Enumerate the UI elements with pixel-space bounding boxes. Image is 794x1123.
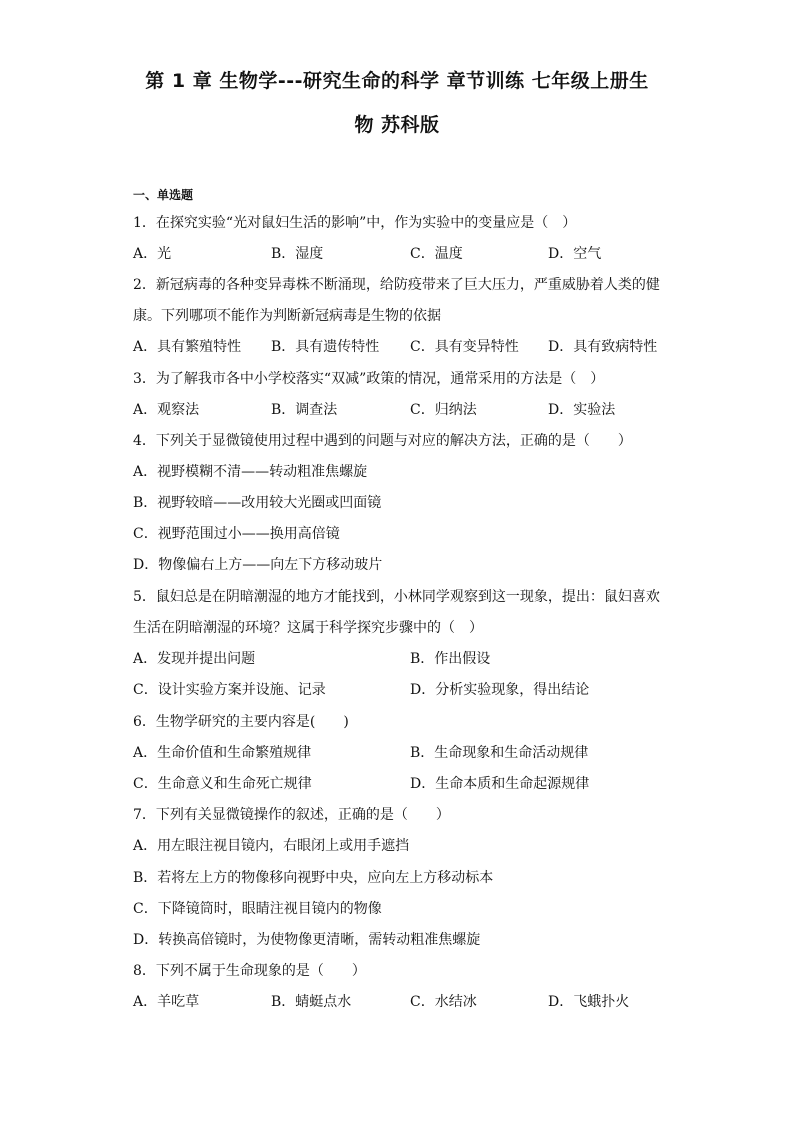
question-1-option-a: A．光: [133, 246, 172, 262]
question-8-option-b: B．蜻蜓点水: [271, 994, 352, 1010]
question-4-option-c: C．视野范围过小——换用高倍镜: [133, 526, 340, 542]
question-7-stem: 7．下列有关显微镜操作的叙述，正确的是（ ）: [133, 807, 450, 823]
question-6-option-d: D．生命本质和生命起源规律: [410, 776, 590, 792]
question-2-option-a: A．具有繁殖特性: [133, 339, 242, 355]
question-8-option-c: C．水结冰: [410, 994, 477, 1010]
question-2-stem-line2: 康。下列哪项不能作为判断新冠病毒是生物的依据: [133, 308, 441, 324]
document-title-line1: 第 1 章 生物学---研究生命的科学 章节训练 七年级上册生: [145, 70, 649, 92]
question-8-option-a: A．羊吃草: [133, 994, 200, 1010]
question-3-option-a: A．观察法: [133, 402, 200, 418]
question-3-option-c: C．归纳法: [410, 402, 477, 418]
question-1-option-b: B．湿度: [271, 246, 324, 262]
question-3-stem: 3．为了解我市各中小学校落实“双减”政策的情况，通常采用的方法是（ ）: [133, 371, 605, 387]
question-1-option-d: D．空气: [548, 246, 602, 262]
question-7-option-d: D．转换高倍镜时，为使物像更清晰，需转动粗准焦螺旋: [133, 932, 481, 948]
question-3-option-d: D．实验法: [548, 402, 616, 418]
question-2-option-d: D．具有致病特性: [548, 339, 658, 355]
question-1-option-c: C．温度: [410, 246, 463, 262]
question-2-stem-line1: 2．新冠病毒的各种变异毒株不断涌现，给防疫带来了巨大压力，严重威胁着人类的健: [133, 277, 660, 293]
question-1-stem: 1．在探究实验“光对鼠妇生活的影响”中，作为实验中的变量应是（ ）: [133, 215, 577, 231]
question-4-option-b: B．视野较暗——改用较大光圈或凹面镜: [133, 495, 382, 511]
question-7-option-a: A．用左眼注视目镜内，右眼闭上或用手遮挡: [133, 838, 410, 854]
question-7-option-c: C．下降镜筒时，眼睛注视目镜内的物像: [133, 901, 382, 917]
question-6-stem: 6．生物学研究的主要内容是( ): [133, 714, 349, 730]
section-heading: 一、单选题: [133, 188, 194, 202]
question-5-stem-line2: 生活在阴暗潮湿的环境？这属于科学探究步骤中的（ ）: [133, 620, 483, 636]
document-title-line2: 物 苏科版: [354, 114, 440, 136]
question-5-option-c: C．设计实验方案并设施、记录: [133, 682, 326, 698]
question-5-stem-line1: 5．鼠妇总是在阴暗潮湿的地方才能找到，小林同学观察到这一现象，提出：鼠妇喜欢: [133, 589, 660, 605]
question-2-option-b: B．具有遗传特性: [271, 339, 380, 355]
question-8-option-d: D．飞蛾扑火: [548, 994, 630, 1010]
question-6-option-b: B．生命现象和生命活动规律: [410, 745, 589, 761]
question-7-option-b: B．若将左上方的物像移向视野中央，应向左上方移动标本: [133, 870, 494, 886]
question-6-option-c: C．生命意义和生命死亡规律: [133, 776, 312, 792]
question-3-option-b: B．调查法: [271, 402, 338, 418]
question-6-option-a: A．生命价值和生命繁殖规律: [133, 745, 312, 761]
question-4-option-a: A．视野模糊不清——转动粗准焦螺旋: [133, 464, 368, 480]
question-5-option-a: A．发现并提出问题: [133, 651, 256, 667]
question-4-option-d: D．物像偏右上方——向左下方移动玻片: [133, 557, 383, 573]
question-5-option-d: D．分析实验现象，得出结论: [410, 682, 590, 698]
question-5-option-b: B．作出假设: [410, 651, 491, 667]
question-8-stem: 8．下列不属于生命现象的是（ ）: [133, 963, 366, 979]
question-4-stem: 4．下列关于显微镜使用过程中遇到的问题与对应的解决方法，正确的是（ ）: [133, 433, 632, 449]
question-2-option-c: C．具有变异特性: [410, 339, 519, 355]
